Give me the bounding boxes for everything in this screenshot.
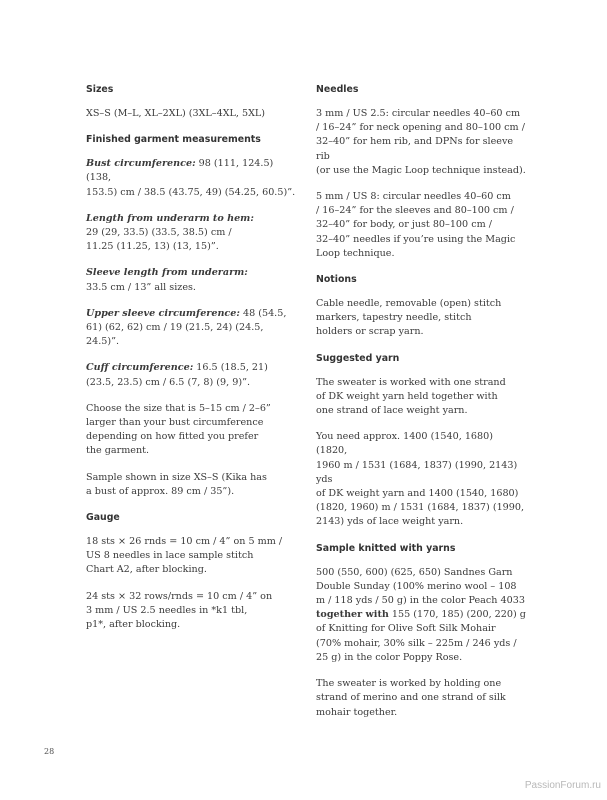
notions-line: markers, tapestry needle, stitch xyxy=(316,312,472,324)
choose-line: larger than your bust circumference xyxy=(86,417,264,429)
sample-yarns-paragraph-2 xyxy=(316,677,526,720)
needles-line: 32–40” for hem rib, and DPNs for sleeve rib xyxy=(316,136,514,162)
choose-size-paragraph xyxy=(86,402,296,459)
upper-sleeve-label: Upper sleeve circumference: xyxy=(86,307,240,319)
choose-line: the garment. xyxy=(86,445,150,457)
finished-measurements-heading: Finished garment measurements xyxy=(86,134,261,146)
gauge-line: US 8 needles in lace sample stitch xyxy=(86,550,254,562)
sample-yarn-line: strand of merino and one strand of silk xyxy=(316,692,506,704)
yarn-line: You need approx. 1400 (1540, 1680) (1820, xyxy=(316,431,493,457)
bust-label: Bust circumference: xyxy=(86,158,196,170)
upper-sleeve-line: 48 (54.5, xyxy=(239,307,287,319)
yarn-line: 1960 m / 1531 (1684, 1837) (1990, 2143) yds xyxy=(316,459,518,485)
gauge-line: Chart A2, after blocking. xyxy=(86,564,207,576)
right-column xyxy=(316,83,526,732)
yarn-line: (1820, 1960) m / 1531 (1684, 1837) (1990, xyxy=(316,502,525,514)
bust-circumference xyxy=(86,157,296,200)
needles-line: 32–40” needles if you’re using the Magic xyxy=(316,233,516,245)
yarn-line: of DK weight yarn held together with xyxy=(316,390,498,402)
sample-size-paragraph xyxy=(86,471,296,499)
gauge-line: 3 mm / US 2.5 needles in *k1 tbl, xyxy=(86,604,248,616)
left-column xyxy=(86,83,296,644)
notions-line: holders or scrap yarn. xyxy=(316,326,424,338)
sample-size-line: a bust of approx. 89 cm / 35”). xyxy=(86,485,235,497)
sample-yarns-heading: Sample knitted with yarns xyxy=(316,542,456,554)
cuff-circumference xyxy=(86,361,296,389)
sample-yarn-line: 25 g) in the color Poppy Rose. xyxy=(316,651,463,663)
notions-line: Cable needle, removable (open) stitch xyxy=(316,298,502,310)
needles-line: 32–40” for body, or just 80–100 cm / xyxy=(316,219,492,231)
yarn-line: one strand of lace weight yarn. xyxy=(316,405,468,417)
cuff-line: (23.5, 23.5) cm / 6.5 (7, 8) (9, 9)”. xyxy=(86,376,251,388)
length-label: Length from underarm to hem: xyxy=(86,212,254,224)
needles-line: (or use the Magic Loop technique instead). xyxy=(316,164,526,176)
sample-size-line: Sample shown in size XS–S (Kika has xyxy=(86,471,267,483)
upper-sleeve-circumference xyxy=(86,307,296,350)
yarn-line: The sweater is worked with one strand xyxy=(316,376,506,388)
bust-line: 153.5) cm / 38.5 (43.75, 49) (54.25, 60.5)”. xyxy=(86,186,296,198)
sample-yarn-line: (70% mohair, 30% silk – 225m / 246 yds / xyxy=(316,637,517,649)
sample-yarns-paragraph-1 xyxy=(316,566,526,665)
length-line: 11.25 (11.25, 13) (13, 15)”. xyxy=(86,241,219,253)
sample-yarn-line: Double Sunday (100% merino wool – 108 xyxy=(316,580,517,592)
length-line: 29 (29, 33.5) (33.5, 38.5) cm / xyxy=(86,227,232,239)
sleeve-label: Sleeve length from underarm: xyxy=(86,267,248,279)
yarn-line: 2143) yds of lace weight yarn. xyxy=(316,516,464,528)
sample-yarn-line: of Knitting for Olive Soft Silk Mohair xyxy=(316,623,496,635)
together-rest: 155 (170, 185) (200, 220) g xyxy=(388,609,526,621)
upper-sleeve-line: 61) (62, 62) cm / 19 (21.5, 24) (24.5, 24.5)”. xyxy=(86,322,264,348)
sleeve-length xyxy=(86,266,296,294)
suggested-yarn-heading: Suggested yarn xyxy=(316,352,400,364)
yarn-line: of DK weight yarn and 1400 (1540, 1680) xyxy=(316,488,519,500)
gauge-line: 18 sts × 26 rnds = 10 cm / 4” on 5 mm / xyxy=(86,536,283,548)
cuff-label: Cuff circumference: xyxy=(86,362,194,374)
together-with-bold: together with xyxy=(316,609,389,621)
gauge-paragraph-2 xyxy=(86,590,296,633)
needles-line: / 16–24” for the sleeves and 80–100 cm / xyxy=(316,205,514,217)
gauge-line: p1*, after blocking. xyxy=(86,619,181,631)
sample-yarn-line: 500 (550, 600) (625, 650) Sandnes Garn xyxy=(316,566,513,578)
sizes-text: XS–S (M–L, XL–2XL) (3XL–4XL, 5XL) xyxy=(86,108,266,119)
gauge-paragraph-1 xyxy=(86,535,296,578)
sample-yarn-line xyxy=(316,608,526,622)
needles-heading: Needles xyxy=(316,84,359,95)
page-number: 28 xyxy=(44,747,55,756)
notions-paragraph xyxy=(316,297,526,340)
gauge-line: 24 sts × 32 rows/rnds = 10 cm / 4” on xyxy=(86,590,273,602)
sample-yarn-line: m / 118 yds / 50 g) in the color Peach 4033 xyxy=(316,595,525,607)
bust-line: 98 (111, 124.5) (138, xyxy=(86,158,274,184)
needles-line: / 16–24” for neck opening and 80–100 cm / xyxy=(316,122,525,134)
sample-yarn-line: mohair together. xyxy=(316,706,398,718)
sizes-heading: Sizes xyxy=(86,84,114,95)
sample-yarn-line: The sweater is worked by holding one xyxy=(316,678,502,690)
needles-paragraph-1 xyxy=(316,107,526,178)
notions-heading: Notions xyxy=(316,274,357,286)
cuff-line: 16.5 (18.5, 21) xyxy=(193,362,268,374)
yarn-paragraph-1 xyxy=(316,376,526,419)
length-underarm-to-hem xyxy=(86,212,296,255)
choose-line: depending on how fitted you prefer xyxy=(86,431,259,443)
sleeve-line: 33.5 cm / 13” all sizes. xyxy=(86,281,196,293)
needles-line: 3 mm / US 2.5: circular needles 40–60 cm xyxy=(316,108,521,119)
needles-paragraph-2 xyxy=(316,190,526,261)
yarn-paragraph-2 xyxy=(316,430,526,529)
needles-line: Loop technique. xyxy=(316,247,395,259)
gauge-heading: Gauge xyxy=(86,512,120,524)
needles-line: 5 mm / US 8: circular needles 40–60 cm xyxy=(316,191,511,203)
choose-line: Choose the size that is 5–15 cm / 2–6” xyxy=(86,402,271,414)
watermark: PassionForum.ru xyxy=(524,780,601,791)
